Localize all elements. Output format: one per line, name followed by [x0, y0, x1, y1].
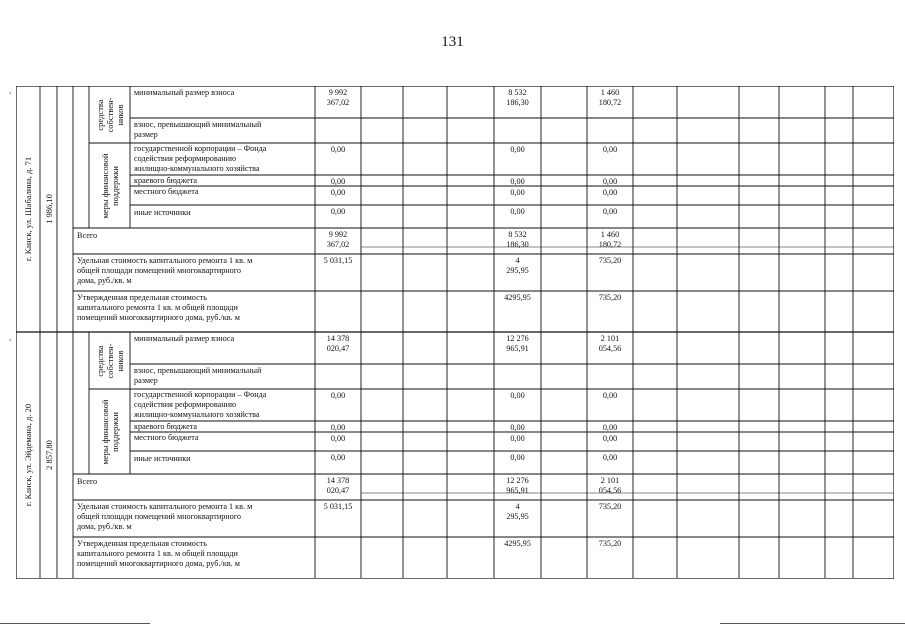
row-label-unit-cost: Удельная стоимость капитального ремонта 1 кв. м общей площади помещений многоквартирного дома, руб./кв. м [77, 502, 253, 531]
value-regional: 0,00 [510, 177, 525, 185]
area-label: 2 857,80 [43, 440, 54, 470]
value-regional: 0,00 [602, 177, 618, 185]
row-label-above-min: взнос, превышающий минимальный размер [134, 120, 262, 139]
value-other: 0,00 [602, 207, 618, 216]
value-min-fee: 14 378 020,47 [326, 334, 350, 353]
margin-mark: ‹ [9, 89, 12, 97]
value-fund: 0,00 [602, 391, 618, 400]
address-label: г. Канск, ул. Шабалина, д. 71 [23, 156, 33, 262]
value-min-fee: 1 460 180,72 [598, 88, 622, 107]
value-unit-cost: 4 295,95 [506, 502, 529, 521]
value-total: 2 101 054,56 [598, 476, 622, 495]
value-total: 14 378 020,47 [326, 476, 350, 495]
value-local: 0,00 [602, 188, 618, 197]
value-limit-cost: 4295,95 [504, 293, 531, 302]
value-regional: 0,00 [510, 423, 525, 431]
margin-mark: ‹ [9, 336, 12, 344]
value-local: 0,00 [330, 188, 346, 197]
scan-edge-right [720, 623, 905, 624]
address-label: г. Канск, ул. Эйдемана, д. 20 [23, 403, 33, 507]
value-local: 0,00 [330, 434, 346, 443]
row-label-min-fee: минимальный размер взноса [134, 334, 235, 343]
value-other: 0,00 [330, 207, 346, 216]
group-label-support: меры финансовой поддержки [99, 399, 120, 464]
value-fund: 0,00 [510, 145, 525, 154]
value-other: 0,00 [602, 453, 618, 462]
scan-edge-left [0, 623, 150, 624]
value-fund: 0,00 [330, 391, 346, 400]
value-unit-cost: 735,20 [598, 502, 622, 511]
row-label-other: иные источники [134, 454, 191, 463]
value-regional: 0,00 [330, 423, 346, 431]
row-label-limit-cost: Утвержденная предельная стоимость капитального ремонта 1 кв. м общей площади помещений многоквартирного дома, руб./кв. м [77, 539, 240, 568]
row-label-limit-cost: Утвержденная предельная стоимость капитального ремонта 1 кв. м общей площади помещений многоквартирного дома, руб./кв. м [77, 293, 240, 322]
value-min-fee: 9 992 367,02 [326, 88, 350, 107]
group-label-owners: средства собствен- ников [94, 343, 125, 378]
value-unit-cost: 735,20 [598, 256, 622, 265]
value-other: 0,00 [510, 207, 525, 216]
row-label-fund: государственной корпорации – Фонда содействия реформированию жилищно-коммунального хозяйства [134, 144, 267, 173]
value-fund: 0,00 [330, 145, 346, 154]
value-min-fee: 8 532 186,30 [506, 88, 529, 107]
value-limit-cost: 4295,95 [504, 539, 531, 548]
value-total: 9 992 367,02 [326, 230, 350, 249]
value-limit-cost: 735,20 [598, 293, 622, 302]
row-label-local: местного бюджета [134, 187, 199, 196]
value-fund: 0,00 [602, 145, 618, 154]
row-label-local: местного бюджета [134, 433, 199, 442]
value-regional: 0,00 [330, 177, 346, 185]
value-local: 0,00 [510, 188, 525, 197]
row-label-other: иные источники [134, 208, 191, 217]
value-total: 8 532 186,30 [506, 230, 529, 249]
row-label-total: Всего [77, 231, 98, 240]
value-local: 0,00 [510, 434, 525, 443]
value-local: 0,00 [602, 434, 618, 443]
row-label-unit-cost: Удельная стоимость капитального ремонта 1 кв. м общей площади помещений многоквартирного дома, руб./кв. м [77, 256, 253, 285]
value-min-fee: 12 276 965,91 [506, 334, 529, 353]
value-limit-cost: 735,20 [598, 539, 622, 548]
row-label-total: Всего [77, 477, 98, 486]
row-label-regional: краевого бюджета [134, 422, 198, 431]
row-label-above-min: взнос, превышающий минимальный размер [134, 366, 262, 385]
row-label-fund: государственной корпорации – Фонда содействия реформированию жилищно-коммунального хозяйства [134, 390, 267, 419]
group-label-support: меры финансовой поддержки [99, 153, 120, 218]
value-unit-cost: 5 031,15 [323, 256, 353, 265]
value-other: 0,00 [510, 453, 525, 462]
page-number: 131 [441, 34, 464, 50]
capital-repair-table [16, 86, 894, 579]
value-fund: 0,00 [510, 391, 525, 400]
group-label-owners: средства собствен- ников [94, 97, 125, 132]
value-regional: 0,00 [602, 423, 618, 431]
value-total: 1 460 180,72 [598, 230, 622, 249]
area-label: 1 986,10 [43, 194, 54, 224]
value-other: 0,00 [330, 453, 346, 462]
value-min-fee: 2 101 054,56 [598, 334, 622, 353]
value-unit-cost: 5 031,15 [323, 502, 353, 511]
value-total: 12 276 965,91 [506, 476, 529, 495]
value-unit-cost: 4 295,95 [506, 256, 529, 275]
row-label-min-fee: минимальный размер взноса [134, 88, 235, 97]
row-label-regional: краевого бюджета [134, 176, 198, 185]
